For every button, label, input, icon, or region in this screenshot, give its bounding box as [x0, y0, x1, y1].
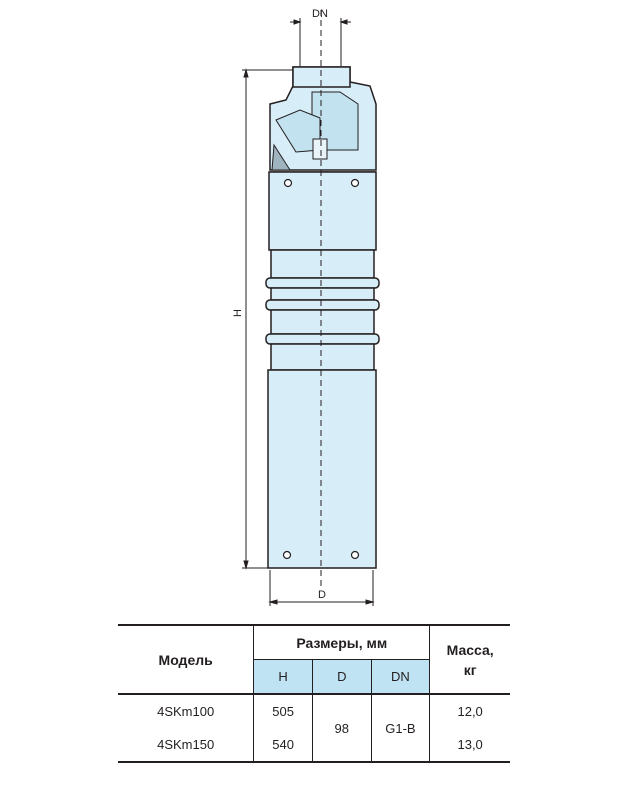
sub-header-d: D — [312, 660, 371, 695]
d-label: D — [318, 589, 326, 601]
model-cell: 4SKm100 — [157, 704, 215, 719]
sub-header-dn: DN — [371, 660, 430, 695]
table-row — [118, 694, 510, 728]
dn-cell-shared: G1-B — [371, 694, 430, 762]
d-cell-shared: 98 — [312, 694, 371, 762]
mass-header-line1: Масса, — [446, 641, 494, 658]
dn-label: DN — [312, 8, 328, 20]
mass-cell: 12,0 — [430, 694, 510, 728]
model-header: Модель — [158, 651, 213, 668]
sub-header-h: H — [254, 660, 313, 695]
spec-table — [118, 624, 510, 763]
h-cell: 505 — [254, 694, 313, 728]
mass-header — [430, 625, 510, 694]
mass-cell: 13,0 — [430, 728, 510, 762]
pump-motor-body — [268, 370, 376, 568]
model-cell: 4SKm150 — [157, 737, 215, 752]
mass-header-line2: кг — [463, 661, 477, 678]
pump-head — [270, 67, 376, 172]
h-cell: 540 — [254, 728, 313, 762]
pump-ribbed-section — [266, 250, 379, 370]
h-label: H — [232, 309, 244, 317]
dims-header: Размеры, мм — [254, 625, 430, 660]
